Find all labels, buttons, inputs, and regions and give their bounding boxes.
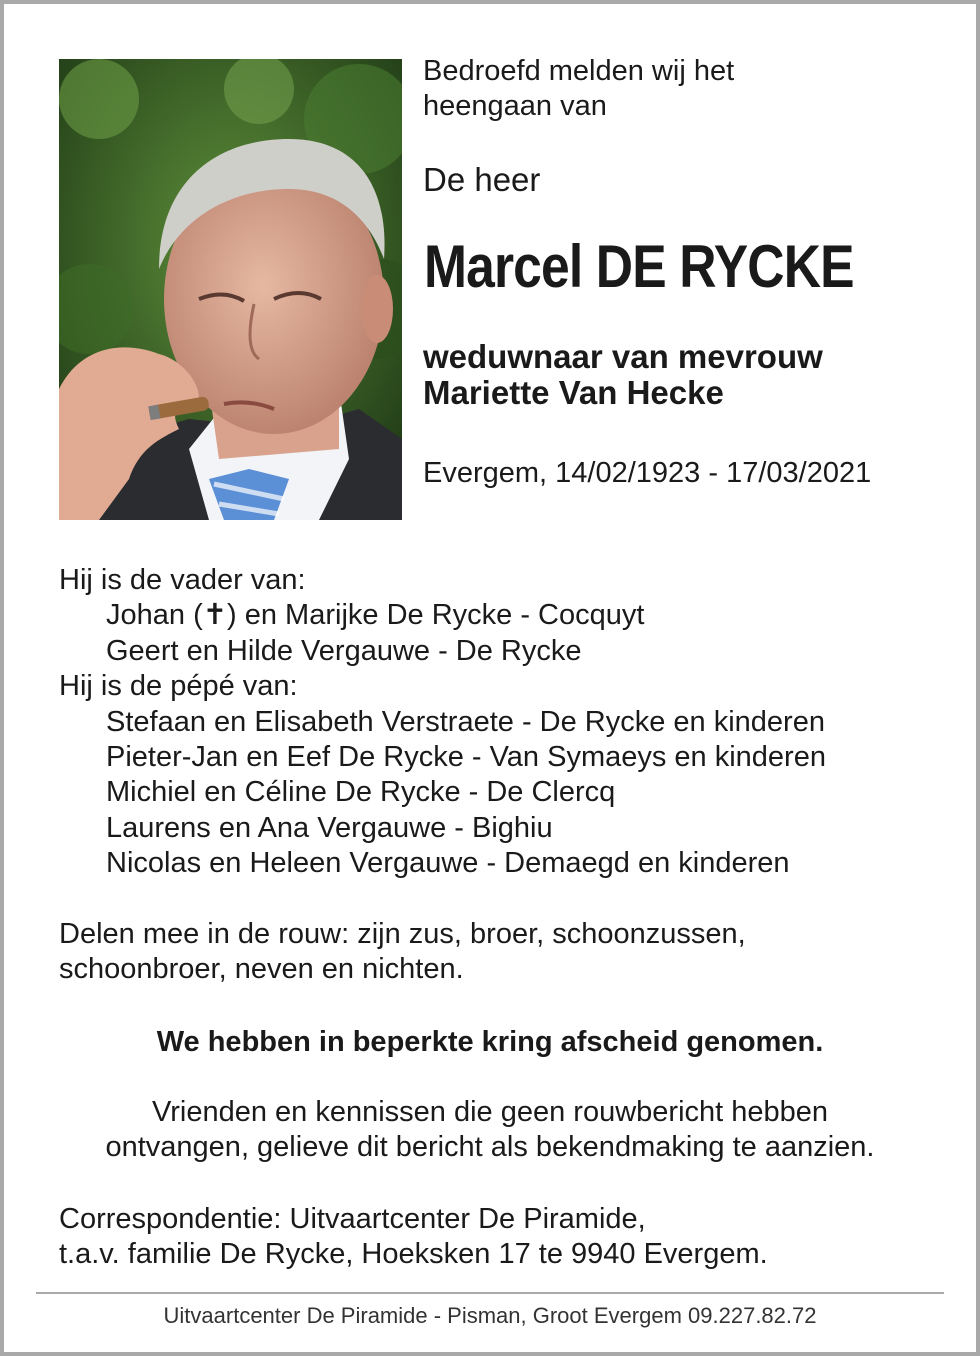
share-line-1: Delen mee in de rouw: zijn zus, broer, schoonzussen, (59, 918, 746, 950)
spouse-line-1: weduwnaar van mevrouw (423, 338, 823, 375)
intro-line-1: Bedroefd melden wij het (423, 55, 735, 87)
family-list (59, 563, 826, 882)
farewell-statement: We hebben in beperkte kring afscheid genomen. (156, 1026, 824, 1058)
spouse-line-2: Mariette Van Hecke (423, 374, 724, 411)
grandchildren-heading: Hij is de pépé van: (59, 670, 298, 703)
intro-text (423, 54, 903, 124)
grandchild-item: Nicolas en Heleen Vergauwe - Demaegd en kinderen (106, 847, 790, 880)
child-item: Geert en Hilde Vergauwe - De Rycke (106, 634, 582, 667)
correspondence-line-1: Correspondentie: Uitvaartcenter De Piramide, (59, 1203, 646, 1235)
grandchild-item: Pieter-Jan en Eef De Rycke - Van Symaeys en kinderen (106, 741, 826, 774)
children-heading: Hij is de vader van: (59, 564, 306, 596)
grandchild-item: Laurens en Ana Vergauwe - Bighiu (106, 811, 553, 844)
intro-line-2: heengaan van (423, 90, 607, 122)
correspondence-address (59, 1202, 768, 1272)
announcement-notice (0, 1095, 980, 1165)
portrait-photo (59, 59, 402, 520)
grandchild-item: Michiel en Céline De Rycke - De Clercq (106, 776, 616, 809)
notice-line-2: ontvangen, gelieve dit bericht als bekendmaking te aanzien. (105, 1131, 875, 1163)
spouse-info (423, 339, 943, 411)
deceased-name: Marcel DE RYCKE (424, 233, 854, 300)
share-line-2: schoonbroer, neven en nichten. (59, 953, 464, 985)
funeral-home-footer: Uitvaartcenter De Piramide - Pisman, Groot Evergem 09.227.82.72 (163, 1303, 817, 1328)
notice-line-1: Vrienden en kennissen die geen rouwbericht hebben (151, 1096, 829, 1128)
place-and-dates: Evergem, 14/02/1923 - 17/03/2021 (423, 457, 872, 489)
correspondence-line-2: t.a.v. familie De Rycke, Hoeksken 17 te 9940 Evergem. (59, 1238, 768, 1270)
child-item: Johan (✝) en Marijke De Rycke - Cocquyt (106, 599, 645, 632)
honorific: De heer (423, 161, 541, 198)
footer-divider (36, 1292, 944, 1294)
mourning-share (59, 917, 919, 987)
grandchild-item: Stefaan en Elisabeth Verstraete - De Rycke en kinderen (106, 705, 825, 738)
